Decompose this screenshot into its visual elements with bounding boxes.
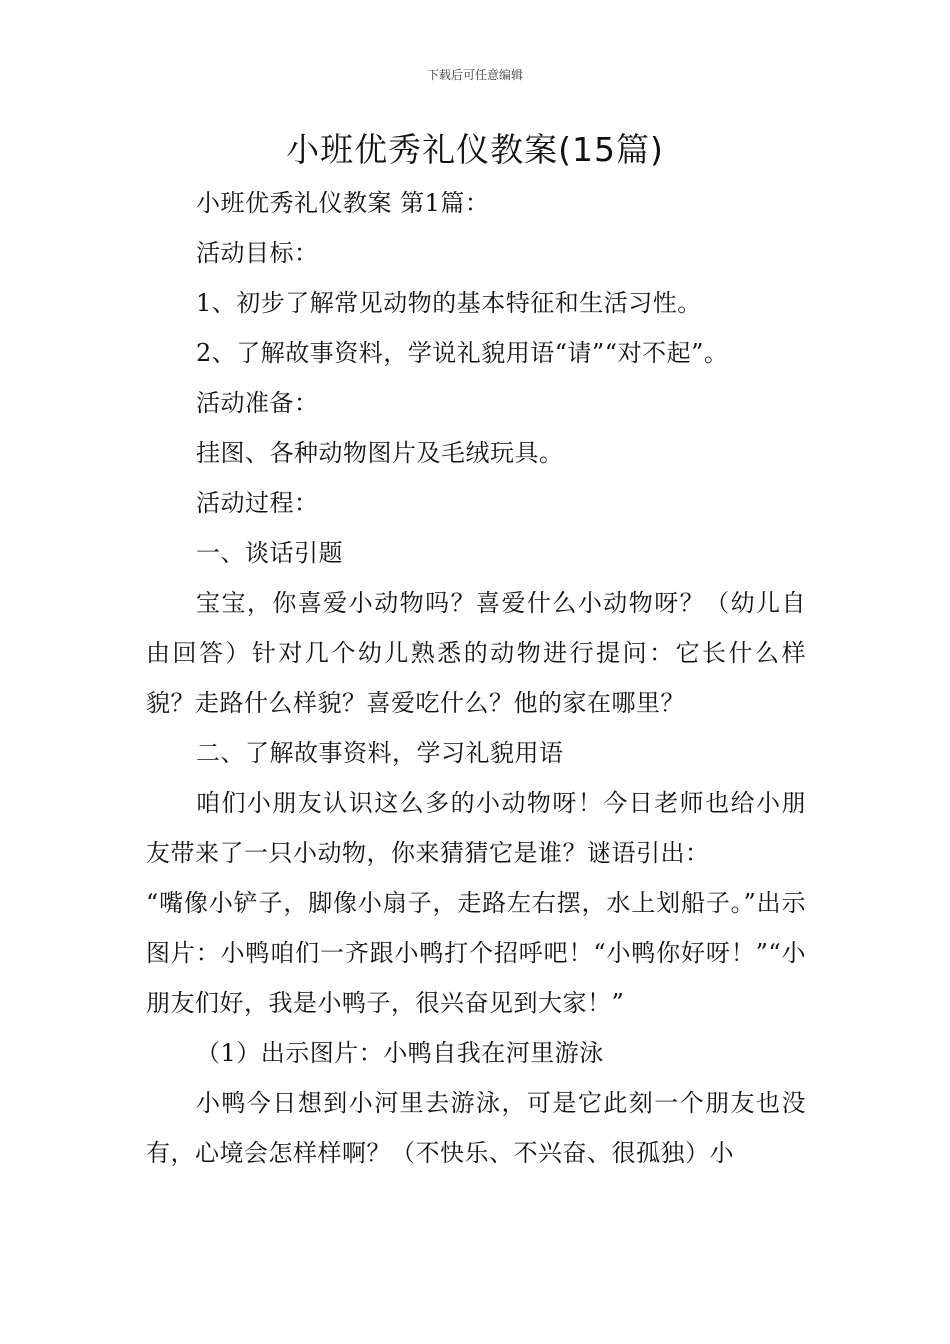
paragraph-goals-heading: 活动目标： <box>196 239 319 267</box>
paragraph-sub-step-1: （1）出示图片：小鸭自我在河里游泳 <box>196 1039 604 1067</box>
paragraph-riddle: “嘴像小铲子，脚像小扇子，走路左右摆，水上划船子。”出示图片：小鸭咱们一齐跟小鸭打个招呼吧！“小鸭你好呀！”“小朋友们好，我是小鸭子，很兴奋见到大家！” <box>146 889 806 1017</box>
paragraph-sub-step-1-text: 小鸭今日想到小河里去游泳，可是它此刻一个朋友也没有，心境会怎样样啊？（不快乐、不兴奋、很孤独）小 <box>146 1089 806 1167</box>
paragraph-step-2-intro: 咱们小朋友认识这么多的小动物呀！今日老师也给小朋友带来了一只小动物，你来猜猜它是谁？谜语引出： <box>146 789 806 867</box>
paragraph-prep-heading: 活动准备： <box>196 389 319 417</box>
document-title: 小班优秀礼仪教案(15篇) <box>286 130 664 169</box>
paragraph-step-2-heading: 二、了解故事资料，学习礼貌用语 <box>196 739 564 767</box>
header-note: 下载后可任意编辑 <box>426 68 523 82</box>
paragraph-process-heading: 活动过程： <box>196 489 319 517</box>
paragraph-goal-2: 2、了解故事资料，学说礼貌用语“请”“对不起”。 <box>196 339 729 367</box>
document-body <box>146 178 806 1178</box>
paragraph-prep-items: 挂图、各种动物图片及毛绒玩具。 <box>196 439 564 467</box>
paragraph-section-heading: 小班优秀礼仪教案 第1篇： <box>196 189 490 217</box>
paragraph-goal-1: 1、初步了解常见动物的基本特征和生活习性。 <box>196 289 702 317</box>
paragraph-step-1-heading: 一、谈话引题 <box>196 539 343 567</box>
paragraph-step-1-text: 宝宝，你喜爱小动物吗？喜爱什么小动物呀？（幼儿自由回答）针对几个幼儿熟悉的动物进行提问：它长什么样貌？走路什么样貌？喜爱吃什么？他的家在哪里？ <box>146 589 806 717</box>
